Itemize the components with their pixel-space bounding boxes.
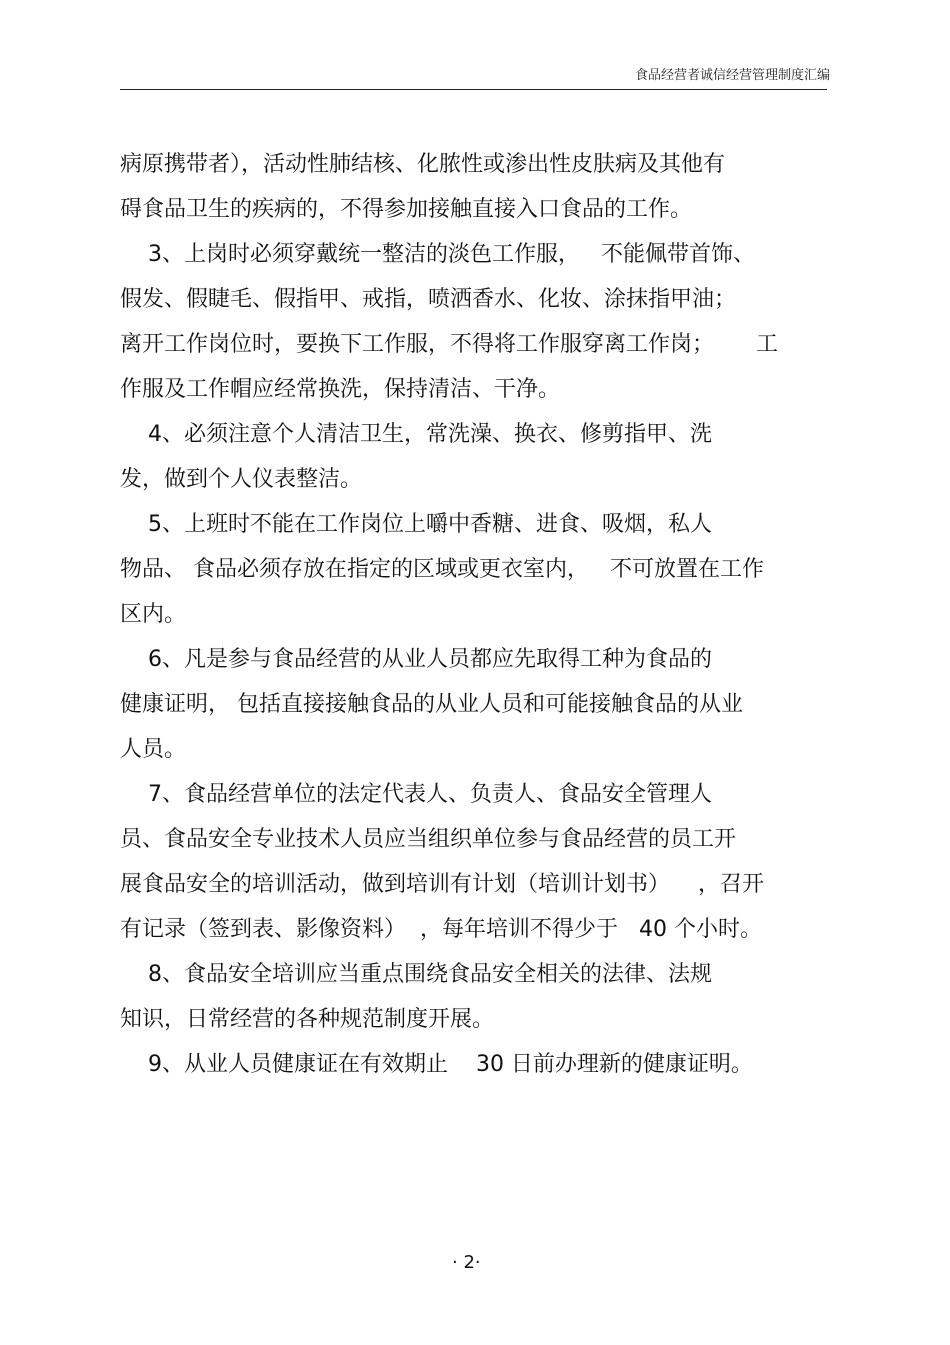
- body-line: 健康证明， 包括直接接触食品的从业人员和可能接触食品的从业: [120, 692, 743, 717]
- body-line: 有记录（签到表、影像资料） ，每年培训不得少于 40 个小时。: [120, 917, 762, 942]
- body-line: 知识，日常经营的各种规范制度开展。: [120, 1007, 495, 1032]
- body-line: 6、凡是参与食品经营的从业人员都应先取得工种为食品的: [120, 647, 712, 672]
- body-line: 9、从业人员健康证在有效期止 30 日前办理新的健康证明。: [120, 1052, 753, 1077]
- body-line: 碍食品卫生的疾病的，不得参加接触直接入口食品的工作。: [120, 197, 693, 222]
- running-header-title: 食品经营者诚信经营管理制度汇编: [634, 68, 830, 83]
- header-rule: [120, 89, 827, 90]
- body-line: 展食品安全的培训活动，做到培训有计划（培训计划书） ，召开: [120, 872, 764, 897]
- page-number: · 2·: [452, 1252, 481, 1273]
- body-line: 作服及工作帽应经常换洗，保持清洁、干净。: [120, 377, 561, 402]
- body-line: 区内。: [120, 602, 187, 627]
- body-line: 8、食品安全培训应当重点围绕食品安全相关的法律、法规: [120, 962, 712, 987]
- body-line: 离开工作岗位时，要换下工作服，不得将工作服穿离工作岗； 工: [120, 332, 778, 357]
- body-line: 假发、假睫毛、假指甲、戒指，喷洒香水、化妆、涂抹指甲油；: [120, 287, 737, 312]
- body-line: 物品、 食品必须存放在指定的区域或更衣室内， 不可放置在工作: [120, 557, 764, 582]
- body-line: 7、食品经营单位的法定代表人、负责人、食品安全管理人: [120, 782, 712, 807]
- body-line: 员、食品安全专业技术人员应当组织单位参与食品经营的员工开: [120, 827, 737, 852]
- body-line: 病原携带者），活动性肺结核、化脓性或渗出性皮肤病及其他有: [120, 152, 726, 177]
- body-line: 5、上班时不能在工作岗位上嚼中香糖、进食、吸烟，私人: [120, 512, 712, 537]
- body-line: 人员。: [120, 737, 187, 762]
- body-line: 4、必须注意个人清洁卫生，常洗澡、换衣、修剪指甲、洗: [120, 422, 712, 447]
- body-line: 3、上岗时必须穿戴统一整洁的淡色工作服， 不能佩带首饰、: [120, 242, 755, 267]
- body-line: 发，做到个人仪表整洁。: [120, 467, 363, 492]
